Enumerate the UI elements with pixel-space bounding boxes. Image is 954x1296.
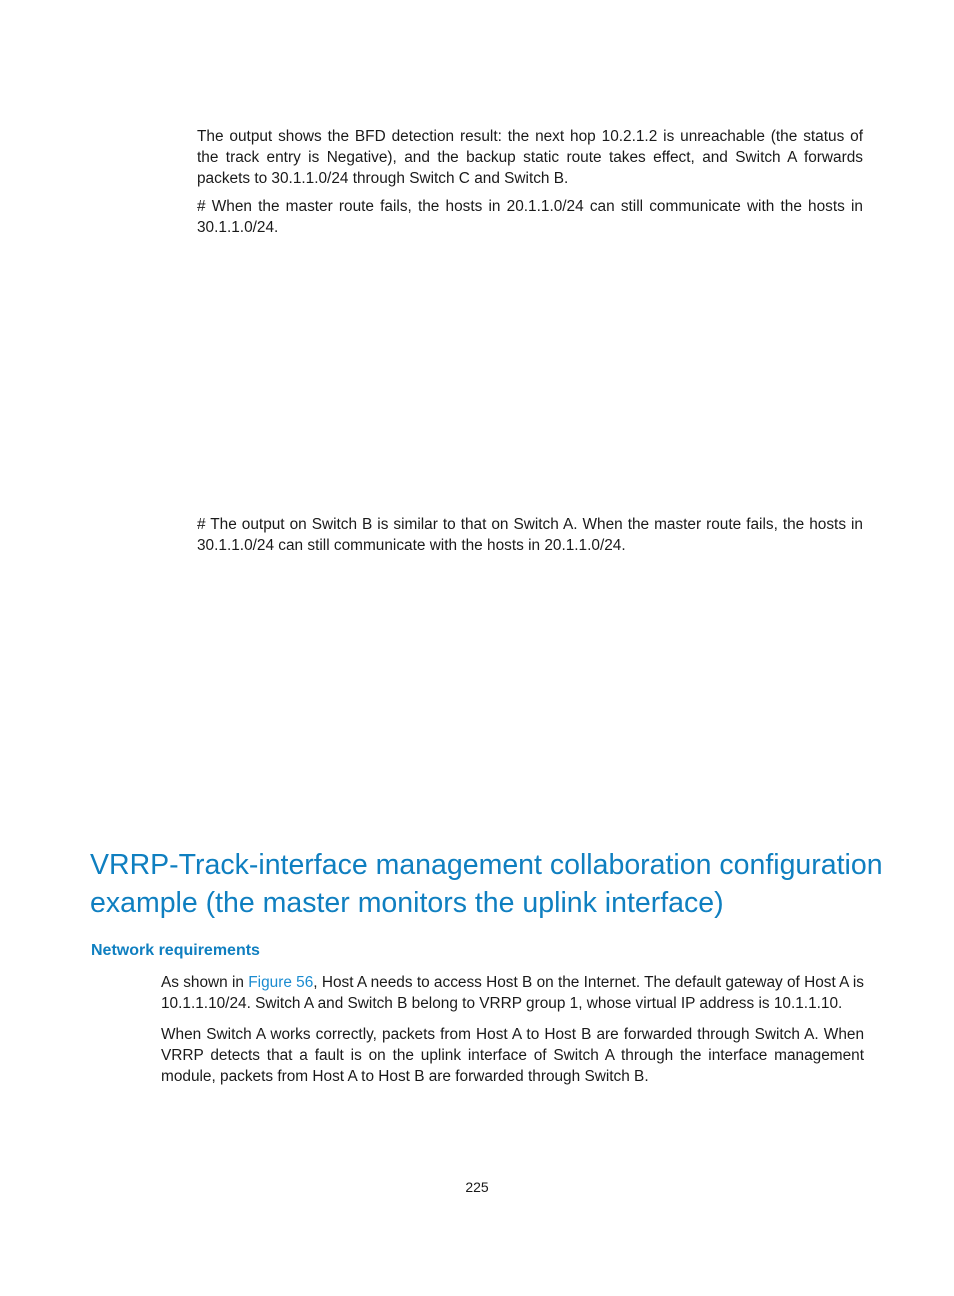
para-prefix-text: As shown in — [161, 974, 249, 991]
para-suffix-text: , Host A needs to access Host B on the Internet. The default gateway of Host A is 10.1.1.10/24. Switch A and Switch B belong to VRRP group 1, whose virtual IP address is 10.1.1.10. — [161, 974, 864, 1012]
network-requirements-heading: Network requirements — [91, 942, 260, 959]
switch-b-output-paragraph: # The output on Switch B is similar to that on Switch A. When the master route fails, the hosts in 30.1.1.0/24 can still communicate with the hosts in 20.1.1.0/24. — [197, 516, 863, 554]
section-title: VRRP-Track-interface management collaboration configuration example (the master monitors the uplink interface) — [90, 849, 883, 919]
figure-56-link[interactable]: Figure 56 — [248, 974, 314, 991]
network-requirements-paragraph — [161, 972, 864, 1014]
switch-forwarding-paragraph: When Switch A works correctly, packets from Host A to Host B are forwarded through Switch A. When VRRP detects that a fault is on the uplink interface of Switch A through the interface management module, packets from Host A to Host B are forwarded through Switch B. — [161, 1026, 864, 1085]
bfd-result-paragraph: The output shows the BFD detection result: the next hop 10.2.1.2 is unreachable (the status of the track entry is Negative), and the backup static route takes effect, and Switch A forwards packets to 30.1.1.0/24 through Switch C and Switch B. — [197, 128, 863, 187]
page-number: 225 — [465, 1179, 489, 1195]
master-route-fail-paragraph: # When the master route fails, the hosts in 20.1.1.0/24 can still communicate with the hosts in 30.1.1.0/24. — [197, 198, 863, 236]
